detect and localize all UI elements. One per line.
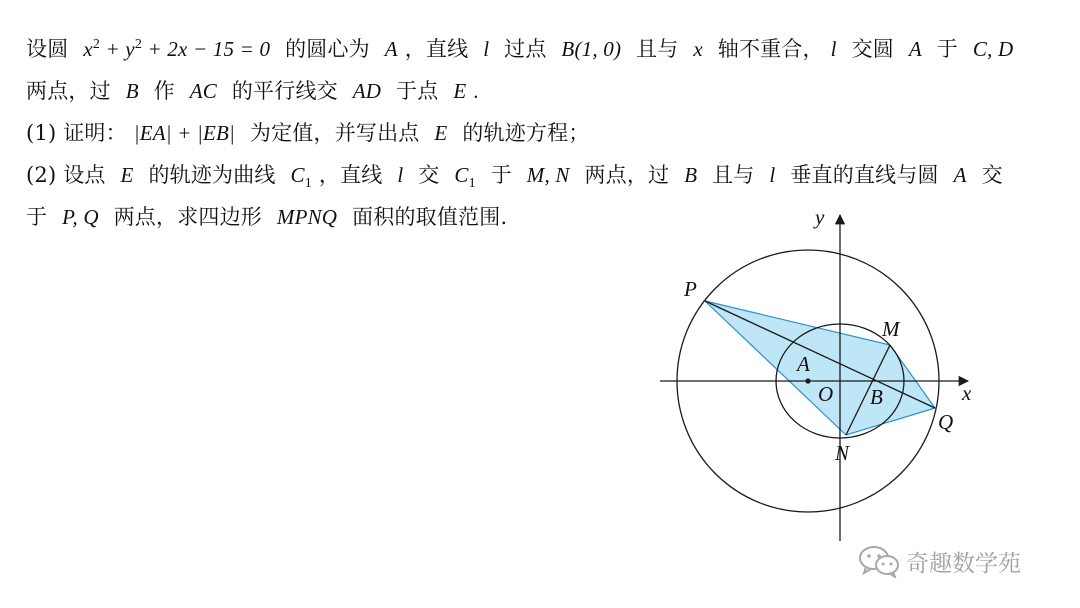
problem-line-5: 于 P, Q 两点，求四边形 MPNQ 面积的取值范围. [26,205,508,229]
label-m: M [882,317,900,341]
problem-line-1: 设圆 $x^2 + y^2 + 2x - 15 = 0$ 的圆心为 A ，直线 l 过点 B(1, 0) 且与 x 轴不重合， l 交圆 A 于 C, D [26,37,1014,61]
label-b: B [870,385,883,409]
label-o: O [818,382,834,406]
label-n: N [835,441,850,465]
label-p: P [684,277,697,301]
wechat-icon [858,544,900,578]
problem-line-3: (1) 证明： |EA| + |EB| 为定值，并写出点 E 的轨迹方程； [26,121,590,145]
watermark-text: 奇趣数学苑 [906,550,1021,577]
quadrilateral-mpnq [705,301,935,435]
label-x: x [962,381,972,405]
label-y: y [815,205,825,229]
label-a: A [797,352,810,376]
watermark [858,544,1021,578]
point-a [805,378,810,383]
problem-line-4: (2) 设点 E 的轨迹为曲线 $C_1$ ，直线 l 交 $C_1$ 于 M, N 两点，过 B 且与 l 垂直的直线与圆 A 交 [26,163,1003,192]
geometry-figure [650,205,990,545]
problem-line-2: 两点，过 B 作 AC 的平行线交 AD 于点 E . [26,79,479,103]
label-q: Q [938,410,954,434]
